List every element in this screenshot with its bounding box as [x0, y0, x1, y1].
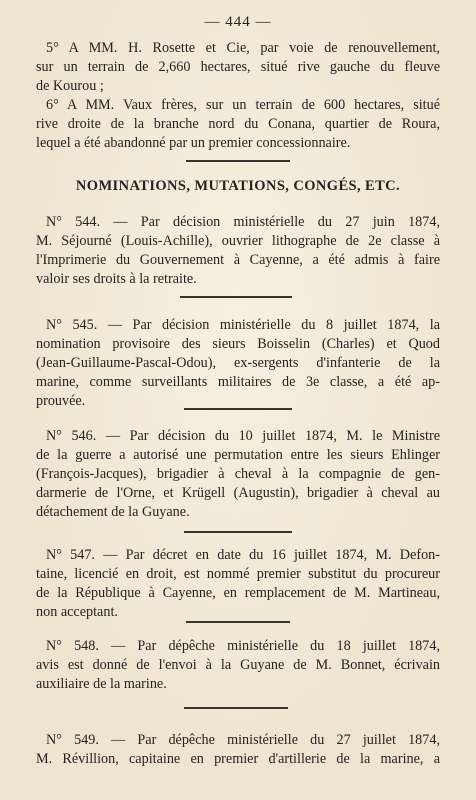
entry-548-line-3: auxiliaire de la marine. — [36, 676, 167, 692]
entry-divider — [186, 621, 290, 623]
section-heading: NOMINATIONS, MUTATIONS, CONGÉS, ETC. — [75, 178, 401, 194]
entry-546-line-5: détachement de la Guyane. — [36, 504, 190, 520]
entry-549-line-2: M. Révillion, capitaine en premier d'artillerie de la marine, a — [36, 751, 440, 767]
entry-545-line-5: prouvée. — [36, 393, 86, 409]
section-divider — [186, 160, 290, 162]
item6-line-2: rive droite de la branche nord du Conana, quartier de Roura, — [36, 116, 440, 132]
entry-546-line-2: de la guerre a autorisé une permutation entre les sieurs Ehlinger — [36, 447, 440, 463]
item5-line-2: sur un terrain de 2,660 hectares, situé rive gauche du fleuve — [36, 59, 440, 75]
entry-546-line-3: (François-Jacques), brigadier à cheval à la compagnie de gen- — [36, 466, 440, 482]
page-number: — 444 — — [204, 14, 272, 30]
entry-544-line-4: valoir ses droits à la retraite. — [36, 271, 197, 287]
entry-546-line-4: darmerie de l'Orne, et Krügell (Augustin), brigadier à cheval au — [36, 485, 440, 501]
entry-548-line-2: avis est donné de l'envoi à la Guyane de M. Bonnet, écrivain — [36, 657, 440, 673]
entry-divider — [184, 531, 292, 533]
entry-546-line-1: N° 546. — Par décision du 10 juillet 1874, M. le Ministre — [46, 428, 440, 444]
entry-545-line-1: N° 545. — Par décision ministérielle du 8 juillet 1874, la — [46, 317, 440, 333]
item5-line-3: de Kourou ; — [36, 78, 104, 94]
entry-544-line-1: N° 544. — Par décision ministérielle du 27 juin 1874, — [46, 214, 440, 230]
entry-545-line-3: (Jean-Guillaume-Pascal-Odou), ex-sergents d'infanterie de la — [36, 355, 440, 371]
item6-line-3: lequel a été abandonné par un premier concessionnaire. — [36, 135, 351, 151]
entry-divider — [180, 296, 292, 298]
item5-line-1: 5° A MM. H. Rosette et Cie, par voie de renouvellement, — [46, 40, 440, 56]
entry-547-line-3: de la République à Cayenne, en remplacement de M. Martineau, — [36, 585, 440, 601]
entry-545-line-4: marine, comme surveillants militaires de 3e classe, a été ap- — [36, 374, 440, 390]
item6-line-1: 6° A MM. Vaux frères, sur un terrain de 600 hectares, situé — [46, 97, 440, 113]
entry-divider — [184, 408, 292, 410]
entry-547-line-1: N° 547. — Par décret en date du 16 juillet 1874, M. Defon- — [46, 547, 440, 563]
entry-545-line-2: nomination provisoire des sieurs Boisselin (Charles) et Quod — [36, 336, 440, 352]
entry-divider — [184, 707, 288, 709]
entry-547-line-2: taine, licencié en droit, est nommé premier substitut du procureur — [36, 566, 440, 582]
entry-549-line-1: N° 549. — Par dépêche ministérielle du 27 juillet 1874, — [46, 732, 440, 748]
entry-544-line-2: M. Séjourné (Louis-Achille), ouvrier lithographe de 2e classe à — [36, 233, 440, 249]
entry-548-line-1: N° 548. — Par dépêche ministérielle du 18 juillet 1874, — [46, 638, 440, 654]
entry-547-line-4: non acceptant. — [36, 604, 118, 620]
entry-544-line-3: l'Imprimerie du Gouvernement à Cayenne, a été admis à faire — [36, 252, 440, 268]
